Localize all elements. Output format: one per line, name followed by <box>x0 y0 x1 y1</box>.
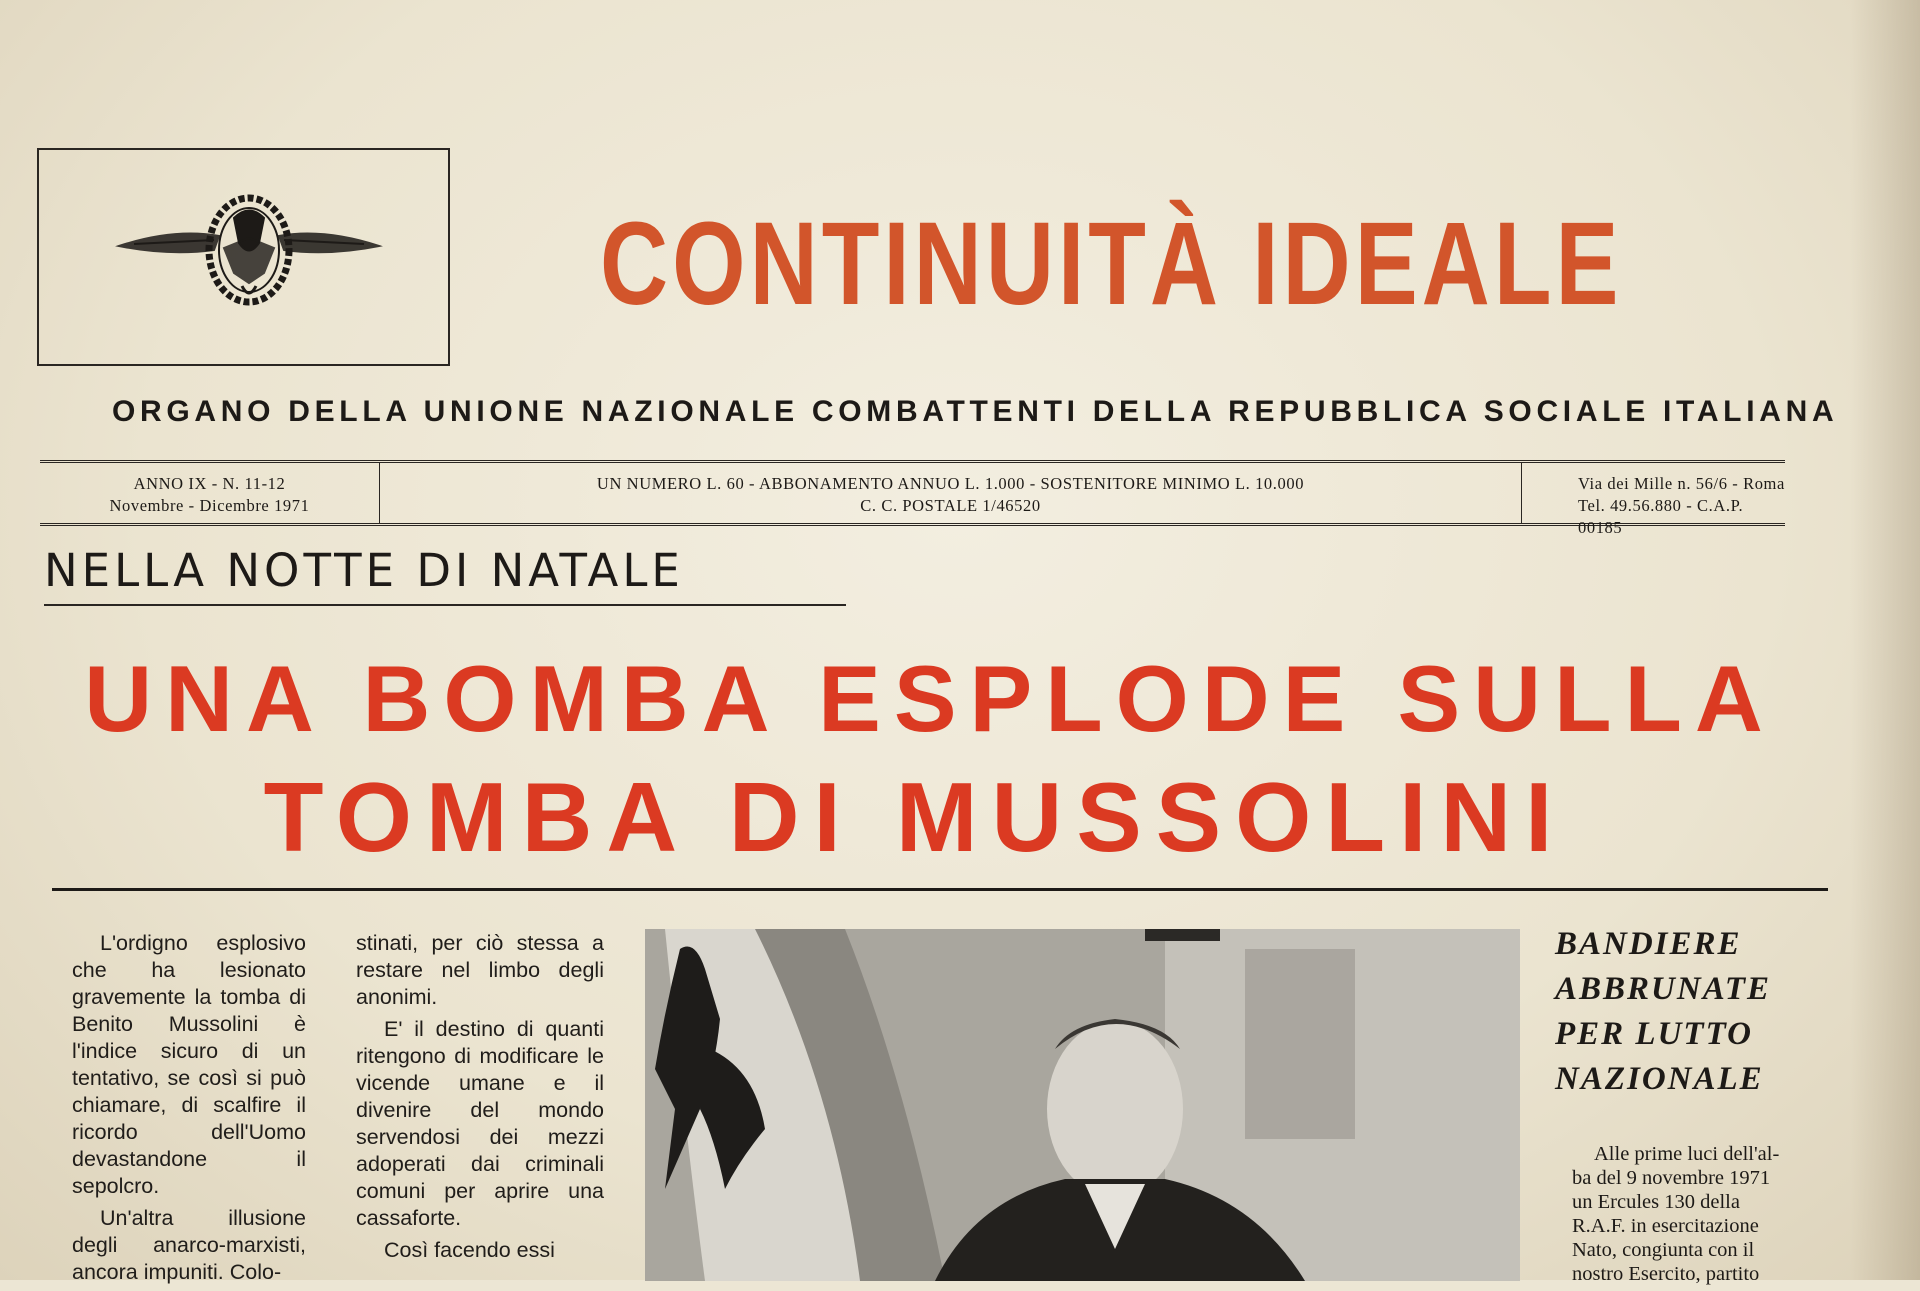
article-headline <box>40 646 1820 872</box>
article-kicker: NELLA NOTTE DI NATALE <box>44 544 684 597</box>
column-2-paragraph-2: E' il destino di quanti ritengono di modificare le vicende umane e il divenire del mondo servendosi dei mezzi adoperati dai criminali comuni per aprire una cassaforte. <box>356 1017 604 1230</box>
issue-address: Via dei Mille n. 56/6 - Roma <box>1578 474 1785 493</box>
sidebar-headline-line: NAZIONALE <box>1555 1061 1764 1097</box>
postal-account: C. C. POSTALE 1/46520 <box>860 496 1041 515</box>
headline-rule <box>52 888 1828 891</box>
masthead-subtitle: ORGANO DELLA UNIONE NAZIONALE COMBATTENTI DELLA REPUBBLICA SOCIALE ITALIANA <box>112 395 1839 428</box>
sidebar-headline-line: ABBRUNATE <box>1555 971 1772 1007</box>
column-2-paragraph-3: Così facendo essi <box>384 1238 555 1262</box>
sidebar-line: Alle prime luci dell'al- <box>1594 1143 1780 1165</box>
column-1-paragraph-2: Un'altra illusione degli anarco-marxisti, ancora impuniti. Colo- <box>72 1206 306 1284</box>
article-column-2 <box>356 930 604 1269</box>
winged-eagle-wreath-emblem-icon <box>114 188 384 308</box>
article-column-1 <box>72 930 306 1291</box>
issue-address-cell <box>1522 463 1785 537</box>
issue-pricing-cell <box>380 463 1522 523</box>
headline-line-2: TOMBA DI MUSSOLINI <box>263 762 1567 872</box>
photo-illustration <box>645 929 1520 1281</box>
sidebar-headline-line: BANDIERE <box>1555 926 1742 962</box>
issue-pricing: UN NUMERO L. 60 - ABBONAMENTO ANNUO L. 1.000 - SOSTENITORE MINIMO L. 10.000 <box>596 474 1305 493</box>
issue-volume: ANNO IX - N. 11-12 <box>133 474 286 493</box>
issue-date: Novembre - Dicembre 1971 <box>109 496 310 515</box>
column-1-paragraph-1: L'ordigno esplosivo che ha lesionato gravemente la tomba di Benito Mussolini è l'indice sicuro di un tentativo, se così si può chiamare, di scalfire il ricordo dell'Uomo devastandone il sepolcro. <box>72 931 306 1198</box>
issue-volume-cell <box>40 463 380 523</box>
headline-line-1: UNA BOMBA ESPLODE SULLA <box>84 646 1776 751</box>
sidebar-line: ba del 9 novembre 1971 <box>1572 1167 1771 1189</box>
column-2-paragraph-1: stinati, per ciò stessa a restare nel limbo degli anonimi. <box>356 931 604 1009</box>
sidebar-headline-line: PER LUTTO <box>1555 1016 1753 1052</box>
sidebar-line: nostro Esercito, partito <box>1572 1263 1760 1285</box>
sidebar-line: Nato, congiunta con il <box>1572 1239 1755 1261</box>
emblem-box <box>37 148 450 366</box>
sidebar-body <box>1572 1142 1837 1286</box>
sidebar-line: R.A.F. in esercitazione <box>1572 1215 1759 1237</box>
sidebar-line: un Ercules 130 della <box>1572 1191 1740 1213</box>
masthead-title: CONTINUITÀ IDEALE <box>600 198 1623 330</box>
sidebar-headline <box>1555 922 1815 1102</box>
kicker-rule <box>44 604 846 606</box>
issue-info-strip <box>40 460 1785 537</box>
article-photo <box>645 929 1520 1281</box>
issue-phone: Tel. 49.56.880 - C.A.P. 00185 <box>1578 496 1744 537</box>
